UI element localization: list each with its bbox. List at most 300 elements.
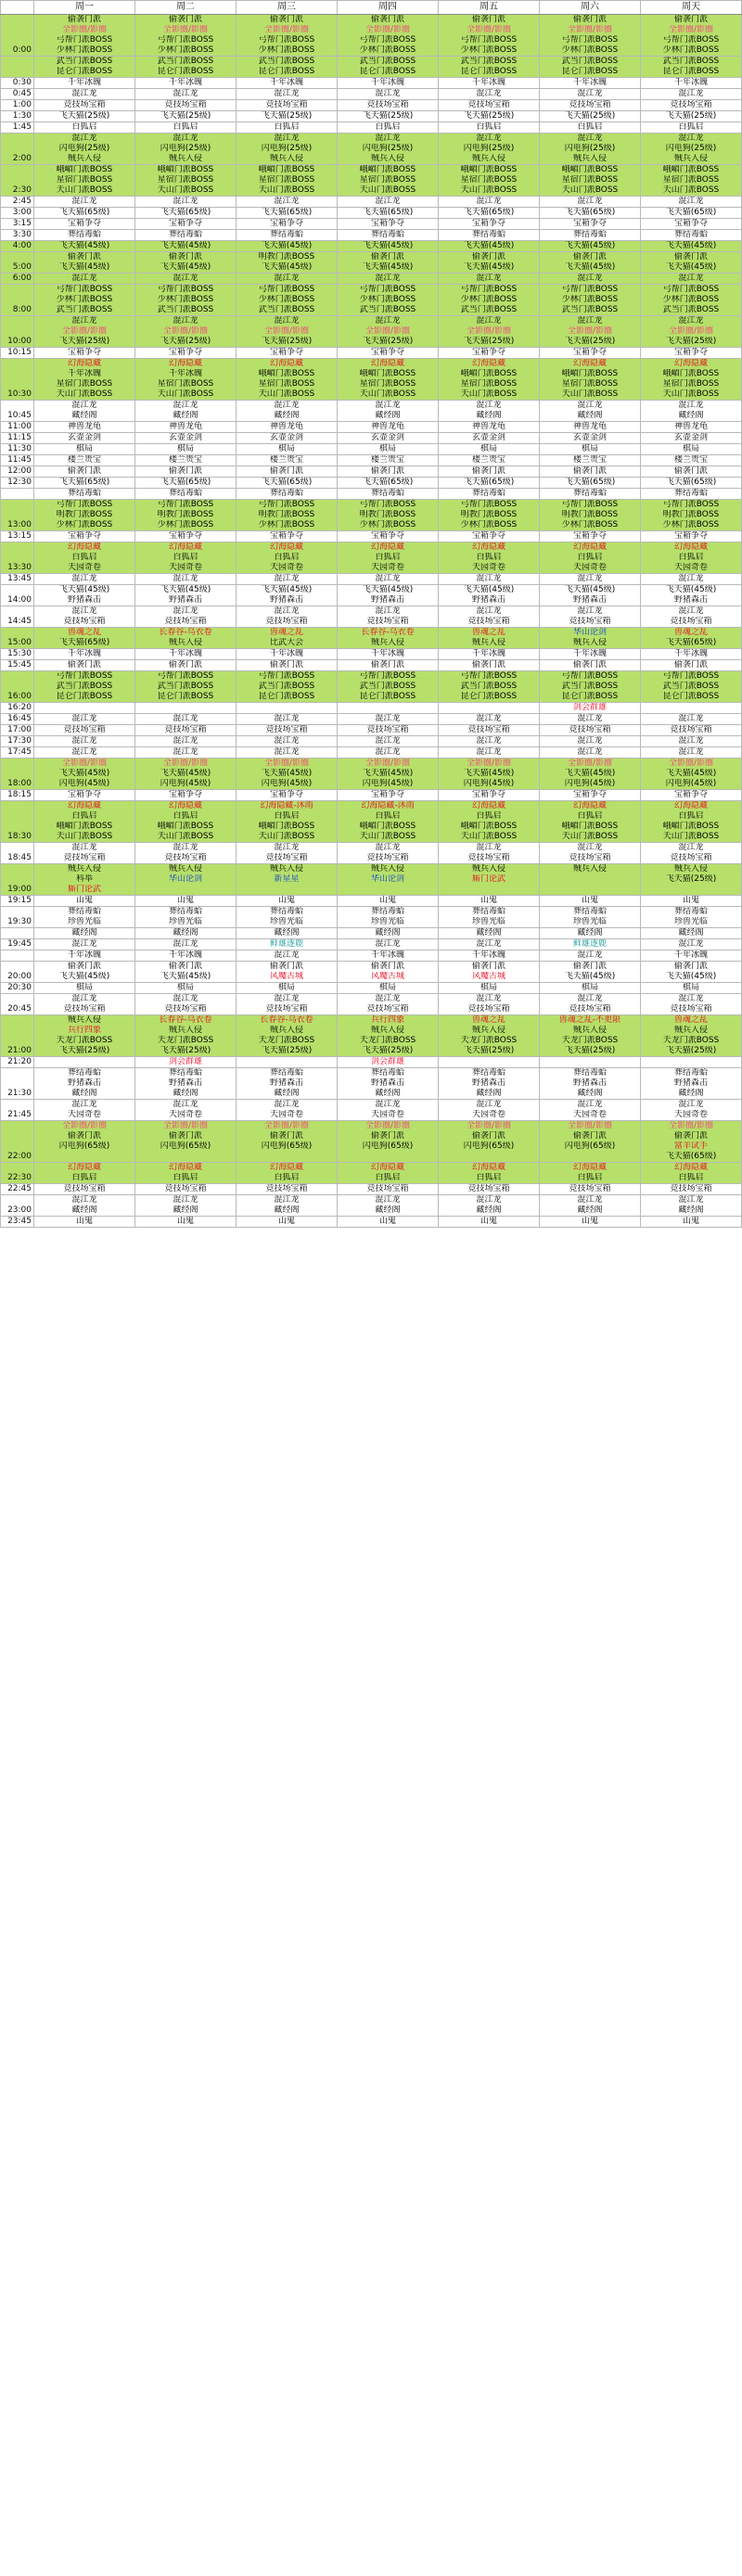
event-entry: 飞天猫(25级)	[58, 1046, 110, 1055]
schedule-cell	[237, 1100, 338, 1121]
event-entry: 山鬼	[378, 1217, 396, 1226]
schedule-row	[1, 230, 742, 241]
event-entry: 混江龙	[375, 401, 401, 410]
schedule-cell	[135, 671, 237, 703]
event-entry: 弓帮门派BOSS	[157, 671, 214, 681]
event-entry: 全影圈/影圈	[466, 326, 512, 336]
event-entry: 闪电狗(65级)	[564, 1141, 616, 1151]
event-entry: 峨嵋门派BOSS	[258, 165, 315, 174]
schedule-row	[1, 316, 742, 348]
schedule-cell	[439, 100, 540, 111]
event-entry: 天园奇卷	[673, 1110, 708, 1119]
event-entry: 天山门派BOSS	[561, 389, 619, 399]
schedule-cell	[641, 790, 742, 801]
event-entry: 飞天猫(45级)	[261, 769, 313, 778]
event-entry: 飞天猫(45级)	[261, 241, 313, 250]
time-label: 0:30	[1, 78, 34, 89]
event-entry: 天山门派BOSS	[460, 832, 518, 841]
schedule-cell	[641, 252, 742, 274]
event-entry: 峨嵋门派BOSS	[359, 369, 416, 378]
schedule-cell	[237, 1184, 338, 1195]
event-entry: 兽魂之乱-不更限	[558, 1015, 621, 1025]
event-entry: 弓帮门派BOSS	[460, 35, 518, 45]
event-entry: 武当门派BOSS	[561, 682, 619, 691]
event-entry: 贼兵入侵	[572, 154, 607, 163]
schedule-cell	[338, 671, 439, 703]
event-entry: 弓帮门派BOSS	[56, 35, 113, 45]
time-label: 1:45	[1, 122, 34, 134]
time-label: 3:30	[1, 230, 34, 241]
event-entry: 葬结毒蛤	[67, 489, 101, 498]
schedule-cell	[135, 444, 237, 455]
event-entry: 竞技场宝箱	[467, 853, 510, 862]
time-label	[1, 928, 34, 939]
event-entry: 弓帮门派BOSS	[56, 671, 113, 681]
event-entry: 宝箱争夺	[67, 531, 101, 541]
event-entry: 混江龙	[678, 994, 704, 1003]
schedule-cell	[641, 422, 742, 433]
schedule-cell	[34, 134, 135, 165]
event-entry: 宝箱争夺	[673, 219, 708, 228]
event-entry: 飞天猫(25级)	[564, 337, 616, 346]
event-entry: 宝箱争夺	[673, 790, 708, 799]
schedule-row	[1, 433, 742, 444]
event-entry: 剑会群雄	[168, 1057, 202, 1066]
schedule-cell	[34, 1100, 135, 1121]
schedule-cell	[338, 15, 439, 57]
event-entry: 弓帮门派BOSS	[157, 500, 214, 509]
schedule-cell	[34, 316, 135, 348]
event-entry: 山鬼	[581, 1217, 598, 1226]
event-entry: 幻海隐藏	[67, 542, 101, 552]
event-entry: 混江龙	[274, 843, 300, 852]
event-entry: 竞技场宝箱	[569, 725, 611, 734]
schedule-cell	[439, 359, 540, 401]
schedule-cell	[540, 714, 641, 725]
schedule-cell	[34, 78, 135, 89]
event-entry: 混江龙	[274, 401, 300, 410]
event-entry: 山鬼	[480, 896, 497, 905]
event-entry: 竞技场宝箱	[265, 1004, 308, 1014]
event-entry: 千年冰魄	[168, 649, 202, 658]
schedule-cell	[237, 714, 338, 725]
schedule-cell	[439, 714, 540, 725]
event-entry: 混江龙	[375, 1195, 401, 1205]
event-entry: 混江龙	[678, 1195, 704, 1205]
day-header-thu: 周四	[338, 1, 439, 15]
event-entry: 闪电狗(25级)	[665, 144, 717, 153]
event-entry: 全影圈/影圈	[61, 1121, 108, 1130]
event-entry: 弓帮门派BOSS	[157, 285, 214, 294]
schedule-cell	[237, 703, 338, 714]
event-entry: 混江龙	[173, 939, 198, 949]
event-entry: 明教门派BOSS	[460, 510, 518, 519]
event-entry: 武当门派BOSS	[460, 57, 518, 66]
event-entry: 明教门派BOSS	[258, 252, 315, 261]
schedule-cell	[641, 606, 742, 628]
schedule-cell	[34, 444, 135, 455]
event-entry: 飞天猫(25级)	[261, 111, 313, 121]
schedule-cell	[338, 962, 439, 983]
event-entry: 全影圈/影圈	[162, 25, 209, 34]
event-entry: 昆仑门派BOSS	[662, 692, 720, 701]
event-entry: 比武大会	[269, 638, 303, 647]
schedule-cell	[338, 649, 439, 660]
schedule-cell	[338, 89, 439, 100]
event-entry: 竞技场宝箱	[164, 1004, 207, 1014]
schedule-cell	[641, 1163, 742, 1184]
event-entry: 风魔古城	[370, 972, 404, 981]
schedule-cell	[439, 736, 540, 747]
event-entry: 混江龙	[71, 843, 97, 852]
event-entry: 珍兽光临	[269, 917, 303, 926]
schedule-cell	[237, 111, 338, 122]
event-entry: 飞天猫(65级)	[564, 208, 616, 217]
schedule-cell	[34, 455, 135, 466]
event-entry: 贼兵入侵	[471, 864, 505, 874]
event-entry: 峨嵋门派BOSS	[359, 165, 416, 174]
schedule-cell	[135, 928, 237, 939]
event-entry: 贼兵入侵	[572, 638, 607, 647]
event-entry: 昆仑门派BOSS	[157, 692, 214, 701]
event-entry: 科举	[75, 874, 93, 884]
schedule-cell	[135, 747, 237, 759]
event-entry: 长春谷-乌衣卷	[361, 628, 415, 637]
event-entry: 飞天猫(25级)	[665, 337, 717, 346]
time-label: 14:45	[1, 606, 34, 628]
event-entry: 竞技场宝箱	[265, 853, 308, 862]
schedule-cell	[135, 542, 237, 574]
event-entry: 白狐启	[173, 553, 198, 562]
event-entry: 混江龙	[678, 606, 704, 616]
event-entry: 天园奇卷	[471, 1110, 505, 1119]
schedule-cell	[135, 801, 237, 843]
event-entry: 弓帮门派BOSS	[561, 500, 619, 509]
event-entry: 棋局	[176, 444, 194, 453]
schedule-cell	[34, 348, 135, 359]
schedule-cell	[338, 219, 439, 230]
event-entry: 竞技场宝箱	[670, 100, 712, 109]
event-entry: 混江龙	[173, 1195, 198, 1205]
schedule-cell	[237, 660, 338, 671]
event-entry: 贼兵入侵	[471, 1026, 505, 1035]
time-label: 21:30	[1, 1068, 34, 1100]
schedule-cell	[439, 628, 540, 649]
schedule-cell	[540, 703, 641, 714]
event-entry: 飞天猫(25级)	[463, 337, 515, 346]
event-entry: 闪电狗(25级)	[58, 144, 110, 153]
schedule-cell	[34, 401, 135, 422]
event-entry: 天园奇卷	[370, 1110, 404, 1119]
time-label: 19:45	[1, 939, 34, 950]
schedule-cell	[540, 274, 641, 285]
event-entry: 飞天猫(25级)	[261, 337, 313, 346]
schedule-cell	[641, 100, 742, 111]
schedule-cell	[135, 78, 237, 89]
event-entry: 宝箱争夺	[67, 348, 101, 357]
schedule-cell	[34, 747, 135, 759]
event-entry: 混江龙	[577, 316, 603, 325]
time-label: 23:45	[1, 1217, 34, 1228]
schedule-cell	[338, 896, 439, 907]
schedule-cell	[135, 1184, 237, 1195]
event-entry: 竞技场宝箱	[467, 1184, 510, 1193]
event-entry: 棋局	[480, 444, 497, 453]
event-entry: 竞技场宝箱	[467, 617, 510, 626]
schedule-row	[1, 197, 742, 208]
time-label: 20:00	[1, 962, 34, 983]
schedule-cell	[135, 994, 237, 1015]
event-entry: 贼兵入侵	[370, 1026, 404, 1035]
schedule-cell	[439, 671, 540, 703]
schedule-row	[1, 671, 742, 703]
schedule-cell	[439, 455, 540, 466]
event-entry: 玄壶金剑	[673, 433, 708, 442]
event-entry: 白狐启	[476, 553, 502, 562]
schedule-row	[1, 219, 742, 230]
schedule-cell	[439, 1163, 540, 1184]
schedule-cell	[540, 1068, 641, 1100]
schedule-cell	[135, 208, 237, 219]
event-entry: 混江龙	[577, 736, 603, 746]
schedule-cell	[338, 444, 439, 455]
schedule-cell	[540, 241, 641, 252]
event-entry: 藏经阁	[71, 1205, 97, 1215]
time-label: 20:30	[1, 983, 34, 994]
schedule-cell	[641, 962, 742, 983]
schedule-cell	[34, 896, 135, 907]
time-label: 22:00	[1, 1121, 34, 1163]
event-entry: 楼兰贵宝	[269, 455, 303, 465]
event-entry: 混江龙	[476, 994, 502, 1003]
schedule-cell	[338, 1121, 439, 1163]
schedule-cell	[439, 649, 540, 660]
time-label: 12:30	[1, 478, 34, 489]
schedule-row	[1, 907, 742, 928]
event-entry: 闪电狗(45级)	[160, 779, 211, 788]
schedule-cell	[237, 422, 338, 433]
event-entry: 混江龙	[476, 401, 502, 410]
schedule-cell	[540, 500, 641, 531]
event-entry: 竞技场宝箱	[164, 100, 207, 109]
event-entry: 千年冰魄	[67, 369, 101, 378]
event-entry: 飞天猫(45级)	[160, 241, 211, 250]
schedule-cell	[338, 714, 439, 725]
event-entry: 混江龙	[678, 574, 704, 583]
event-entry: 飞天猫(25级)	[160, 1046, 211, 1055]
event-entry: 葬结毒蛤	[67, 1068, 101, 1078]
time-label: 3:00	[1, 208, 34, 219]
event-entry: 峨嵋门派BOSS	[56, 165, 113, 174]
event-entry: 宝箱争夺	[67, 790, 101, 799]
event-entry: 混江龙	[577, 843, 603, 852]
event-entry: 千年冰魄	[269, 649, 303, 658]
event-entry: 贼兵入侵	[67, 864, 101, 874]
schedule-cell	[338, 747, 439, 759]
event-entry: 藏经阁	[375, 928, 401, 937]
event-entry: 葬结毒蛤	[370, 1068, 404, 1078]
event-entry: 闪电狗(45级)	[463, 779, 515, 788]
event-entry: 弓帮门派BOSS	[258, 671, 315, 681]
event-entry: 少林门派BOSS	[56, 45, 113, 55]
event-entry: 千年冰魄	[673, 649, 708, 658]
schedule-cell	[34, 531, 135, 542]
event-entry: 山鬼	[581, 896, 598, 905]
event-entry: 混江龙	[476, 574, 502, 583]
schedule-cell	[540, 896, 641, 907]
event-entry: 混江龙	[173, 274, 198, 283]
schedule-cell	[135, 660, 237, 671]
event-entry: 宝箱争夺	[471, 790, 505, 799]
time-label: 13:30	[1, 542, 34, 574]
event-entry: 天山门派BOSS	[561, 185, 619, 195]
event-entry: 藏经阁	[476, 1089, 502, 1098]
schedule-cell	[34, 628, 135, 649]
time-label: 19:30	[1, 907, 34, 928]
event-entry: 竞技场宝箱	[63, 617, 106, 626]
event-entry: 藏经阁	[577, 1089, 603, 1098]
event-entry: 飞天猫(45级)	[261, 585, 313, 594]
schedule-cell	[338, 1015, 439, 1057]
event-entry: 闪电狗(65级)	[58, 1141, 110, 1151]
schedule-cell	[338, 197, 439, 208]
event-entry: 竞技场宝箱	[670, 1004, 712, 1014]
schedule-cell	[641, 1195, 742, 1217]
schedule-cell	[540, 489, 641, 500]
schedule-row	[1, 100, 742, 111]
event-entry: 全影圈/影圈	[668, 25, 714, 34]
event-entry: 贼兵入侵	[471, 638, 505, 647]
event-entry: 兽魂之乱	[67, 628, 101, 637]
schedule-cell	[34, 1163, 135, 1184]
time-label	[1, 950, 34, 962]
schedule-cell	[641, 134, 742, 165]
event-entry: 混江龙	[577, 606, 603, 616]
event-entry: 偷袭门派	[370, 466, 404, 476]
schedule-row	[1, 478, 742, 489]
schedule-cell	[135, 790, 237, 801]
event-entry: 明教门派BOSS	[662, 510, 720, 519]
event-entry: 峨嵋门派BOSS	[460, 369, 518, 378]
event-entry: 闪电狗(65级)	[261, 1141, 313, 1151]
event-entry: 藏经阁	[678, 1205, 704, 1215]
schedule-cell	[237, 574, 338, 585]
event-entry: 白狐启	[678, 1173, 704, 1182]
event-entry: 混江龙	[476, 606, 502, 616]
event-entry: 新星星	[274, 874, 300, 884]
event-entry: 全影圈/影圈	[263, 1121, 310, 1130]
event-entry: 星宿门派BOSS	[662, 175, 720, 185]
event-entry: 宝箱争夺	[168, 348, 202, 357]
event-entry: 少林门派BOSS	[258, 520, 315, 529]
event-entry: 偷袭门派	[673, 15, 708, 24]
event-entry: 星宿门派BOSS	[561, 175, 619, 185]
schedule-cell	[540, 962, 641, 983]
event-entry: 武当门派BOSS	[460, 682, 518, 691]
event-entry: 野猪森击	[572, 595, 607, 605]
schedule-row	[1, 950, 742, 962]
schedule-cell	[641, 219, 742, 230]
event-entry: 天园奇卷	[572, 563, 607, 572]
event-entry: 弓帮门派BOSS	[258, 35, 315, 45]
schedule-cell	[641, 1121, 742, 1163]
schedule-cell	[540, 1184, 641, 1195]
event-entry: 昆仑门派BOSS	[662, 67, 720, 76]
schedule-cell	[439, 230, 540, 241]
day-header-mon: 周一	[34, 1, 135, 15]
schedule-cell	[439, 1217, 540, 1228]
schedule-cell	[34, 165, 135, 197]
event-entry: 野猪森击	[67, 595, 101, 605]
event-entry: 全影圈/影圈	[567, 759, 613, 768]
event-entry: 山鬼	[378, 896, 396, 905]
schedule-cell	[237, 78, 338, 89]
event-entry: 峨嵋门派BOSS	[662, 369, 720, 378]
event-entry: 混江龙	[577, 574, 603, 583]
event-entry: 幻海隐藏	[471, 542, 505, 552]
event-entry: 混江龙	[274, 197, 300, 206]
event-entry: 千年冰魄	[67, 78, 101, 87]
event-entry: 宝箱争夺	[572, 790, 607, 799]
event-entry: 少林门派BOSS	[561, 520, 619, 529]
event-entry: 棋局	[682, 444, 699, 453]
schedule-row	[1, 1217, 742, 1228]
event-entry: 混江龙	[274, 1195, 300, 1205]
event-entry: 弓帮门派BOSS	[460, 285, 518, 294]
event-entry: 天山门派BOSS	[258, 832, 315, 841]
event-entry: 藏经阁	[173, 411, 198, 420]
event-entry: 贼兵入侵	[471, 154, 505, 163]
event-entry: 白狐启	[274, 553, 300, 562]
event-entry: 飞天猫(45级)	[261, 262, 313, 272]
event-entry: 混江龙	[678, 714, 704, 723]
event-entry: 飞天猫(25级)	[58, 337, 110, 346]
event-entry: 混江龙	[476, 843, 502, 852]
event-entry: 飞天猫(25级)	[665, 1046, 717, 1055]
schedule-cell	[439, 241, 540, 252]
schedule-row	[1, 1184, 742, 1195]
schedule-cell	[135, 736, 237, 747]
schedule-cell	[34, 57, 135, 78]
event-entry: 全影圈/影圈	[162, 759, 209, 768]
event-entry: 飞天猫(45级)	[665, 262, 717, 272]
event-entry: 混江龙	[476, 747, 502, 757]
schedule-cell	[34, 1184, 135, 1195]
schedule-cell	[135, 285, 237, 316]
schedule-cell	[439, 725, 540, 736]
schedule-cell	[135, 165, 237, 197]
schedule-row	[1, 606, 742, 628]
event-entry: 富羊试手	[673, 1141, 708, 1151]
schedule-cell	[34, 252, 135, 274]
schedule-cell	[135, 628, 237, 649]
schedule-row	[1, 736, 742, 747]
event-entry: 弓帮门派BOSS	[561, 285, 619, 294]
event-entry: 偷袭门派	[168, 962, 202, 971]
schedule-cell	[237, 359, 338, 401]
schedule-cell	[237, 316, 338, 348]
schedule-cell	[237, 939, 338, 950]
event-entry: 偷袭门派	[471, 466, 505, 476]
schedule-cell	[641, 401, 742, 422]
event-entry: 武当门派BOSS	[359, 305, 416, 314]
event-entry: 峨嵋门派BOSS	[561, 165, 619, 174]
event-entry: 野猪森击	[673, 1078, 708, 1088]
event-entry: 藏经阁	[577, 928, 603, 937]
event-entry: 棋局	[682, 983, 699, 992]
schedule-cell	[237, 1195, 338, 1217]
schedule-cell	[338, 1068, 439, 1100]
